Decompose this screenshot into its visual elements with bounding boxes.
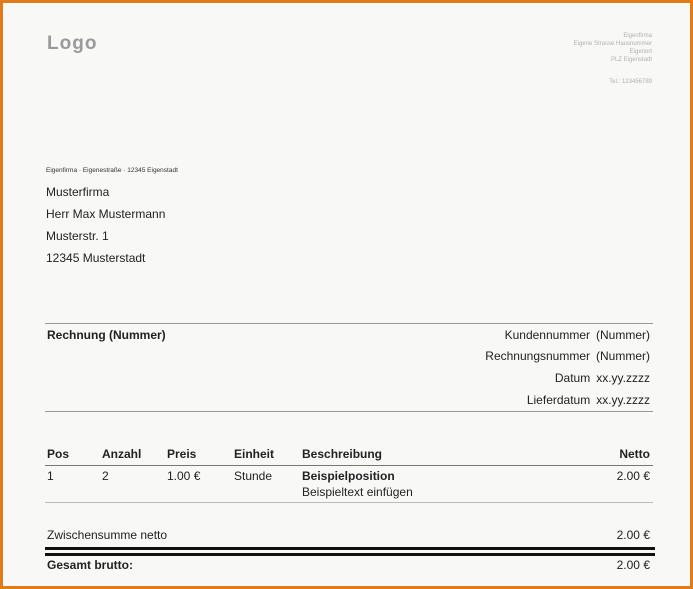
meta-delivery-date <box>527 393 650 407</box>
meta-label: Lieferdatum <box>526 393 591 407</box>
sender-line: Eigenfirma <box>623 33 652 39</box>
sender-line: PLZ Eigenstadt <box>610 57 652 63</box>
subtotal-value: 2.00 € <box>616 528 650 542</box>
meta-value: (Nummer) <box>596 328 650 342</box>
cell-item-text: Beispieltext einfügen <box>302 485 413 499</box>
meta-invoice-number <box>485 349 650 363</box>
column-header-beschreibung: Beschreibung <box>302 447 383 461</box>
cell-preis: 1.00 € <box>167 469 201 483</box>
total-double-rule-bottom <box>45 553 655 556</box>
total-value: 2.00 € <box>616 558 650 572</box>
cell-anzahl: 2 <box>102 469 109 483</box>
meta-date <box>555 371 650 385</box>
column-header-preis: Preis <box>167 447 197 461</box>
meta-value: xx.yy.zzzz <box>596 393 650 407</box>
sender-info <box>574 32 652 86</box>
return-address: Eigenfirma · Eigenestraße · 12345 Eigenstadt <box>46 167 178 174</box>
company-logo: Logo <box>47 33 98 54</box>
recipient-city: 12345 Musterstadt <box>46 251 146 265</box>
sender-phone: Tel.: 123456789 <box>609 79 652 85</box>
sender-line: Eigene Strasse Hausnummer <box>573 41 652 47</box>
meta-value: xx.yy.zzzz <box>596 371 650 385</box>
column-header-einheit: Einheit <box>234 447 275 461</box>
column-header-anzahl: Anzahl <box>102 447 142 461</box>
subtotal-label: Zwischensumme netto <box>47 528 168 542</box>
invoice-title: Rechnung (Nummer) <box>47 328 166 342</box>
meta-label: Datum <box>554 371 591 385</box>
divider <box>45 323 653 324</box>
recipient-street: Musterstr. 1 <box>46 229 109 243</box>
sender-line: Eigenort <box>629 49 652 55</box>
meta-customer-number <box>505 328 650 342</box>
cell-item-title: Beispielposition <box>302 469 395 483</box>
column-header-netto: Netto <box>619 447 650 461</box>
cell-netto: 2.00 € <box>616 469 650 483</box>
table-header-divider <box>45 465 653 466</box>
divider <box>45 411 653 412</box>
column-header-pos: Pos <box>47 447 70 461</box>
total-label: Gesamt brutto: <box>47 558 134 572</box>
cell-pos: 1 <box>47 469 54 483</box>
total-double-rule-top <box>45 547 655 550</box>
meta-label: Kundennummer <box>504 328 590 342</box>
meta-value: (Nummer) <box>596 349 650 363</box>
recipient-company: Musterfirma <box>46 185 110 199</box>
meta-label: Rechnungsnummer <box>485 349 590 363</box>
cell-einheit: Stunde <box>234 469 273 483</box>
row-divider <box>45 502 653 503</box>
recipient-name: Herr Max Mustermann <box>46 207 166 221</box>
